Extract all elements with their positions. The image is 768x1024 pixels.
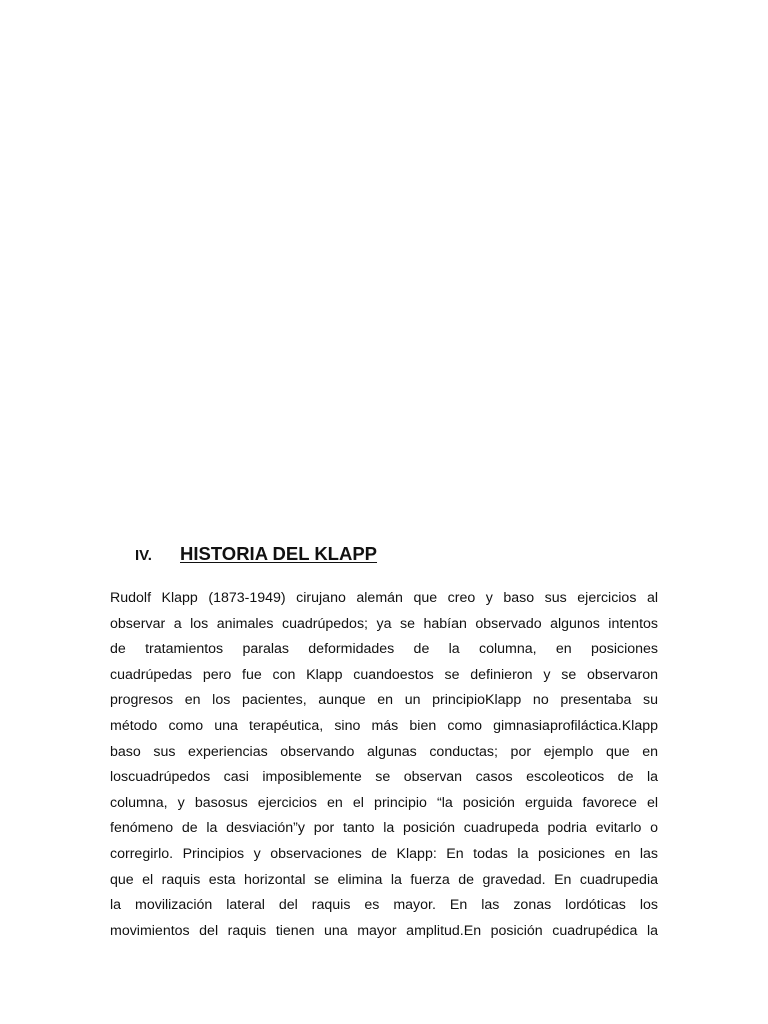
paragraph-line: la movilización lateral del raquis es mayor. En las zonas lordóticas los [110, 897, 658, 914]
paragraph-line: fenómeno de la desviación”y por tanto la posición cuadrupeda podria evitarlo o [110, 820, 658, 837]
paragraph-line: corregirlo. Principios y observaciones de Klapp: En todas la posiciones en las [110, 845, 658, 862]
section-heading [135, 543, 377, 565]
paragraph-line: cuadrúpedas pero fue con Klapp cuandoestos se definieron y se observaron [110, 666, 658, 683]
paragraph-line: método como una terapéutica, sino más bien como gimnasiaprofiláctica.Klapp [110, 717, 658, 734]
paragraph-line: de tratamientos paralas deformidades de la columna, en posiciones [110, 641, 658, 658]
paragraph-line: progresos en los pacientes, aunque en un principioKlapp no presentaba su [110, 692, 658, 709]
paragraph-line: que el raquis esta horizontal se elimina la fuerza de gravedad. En cuadrupedia [110, 871, 658, 888]
section-title: HISTORIA DEL KLAPP [180, 543, 378, 564]
paragraph-line: baso sus experiencias observando algunas conductas; por ejemplo que en [110, 743, 658, 760]
section-number: IV. [135, 547, 152, 564]
paragraph-line: loscuadrúpedos casi imposiblemente se observan casos escoleoticos de la [110, 769, 658, 786]
paragraph-line: columna, y basosus ejercicios en el principio “la posición erguida favorece el [110, 794, 658, 811]
body-paragraph [110, 586, 658, 944]
paragraph-line: observar a los animales cuadrúpedos; ya se habían observado algunos intentos [110, 615, 658, 632]
paragraph-line: movimientos del raquis tienen una mayor amplitud.En posición cuadrupédica la [110, 922, 658, 939]
paragraph-line: Rudolf Klapp (1873-1949) cirujano alemán que creo y baso sus ejercicios al [110, 590, 658, 606]
